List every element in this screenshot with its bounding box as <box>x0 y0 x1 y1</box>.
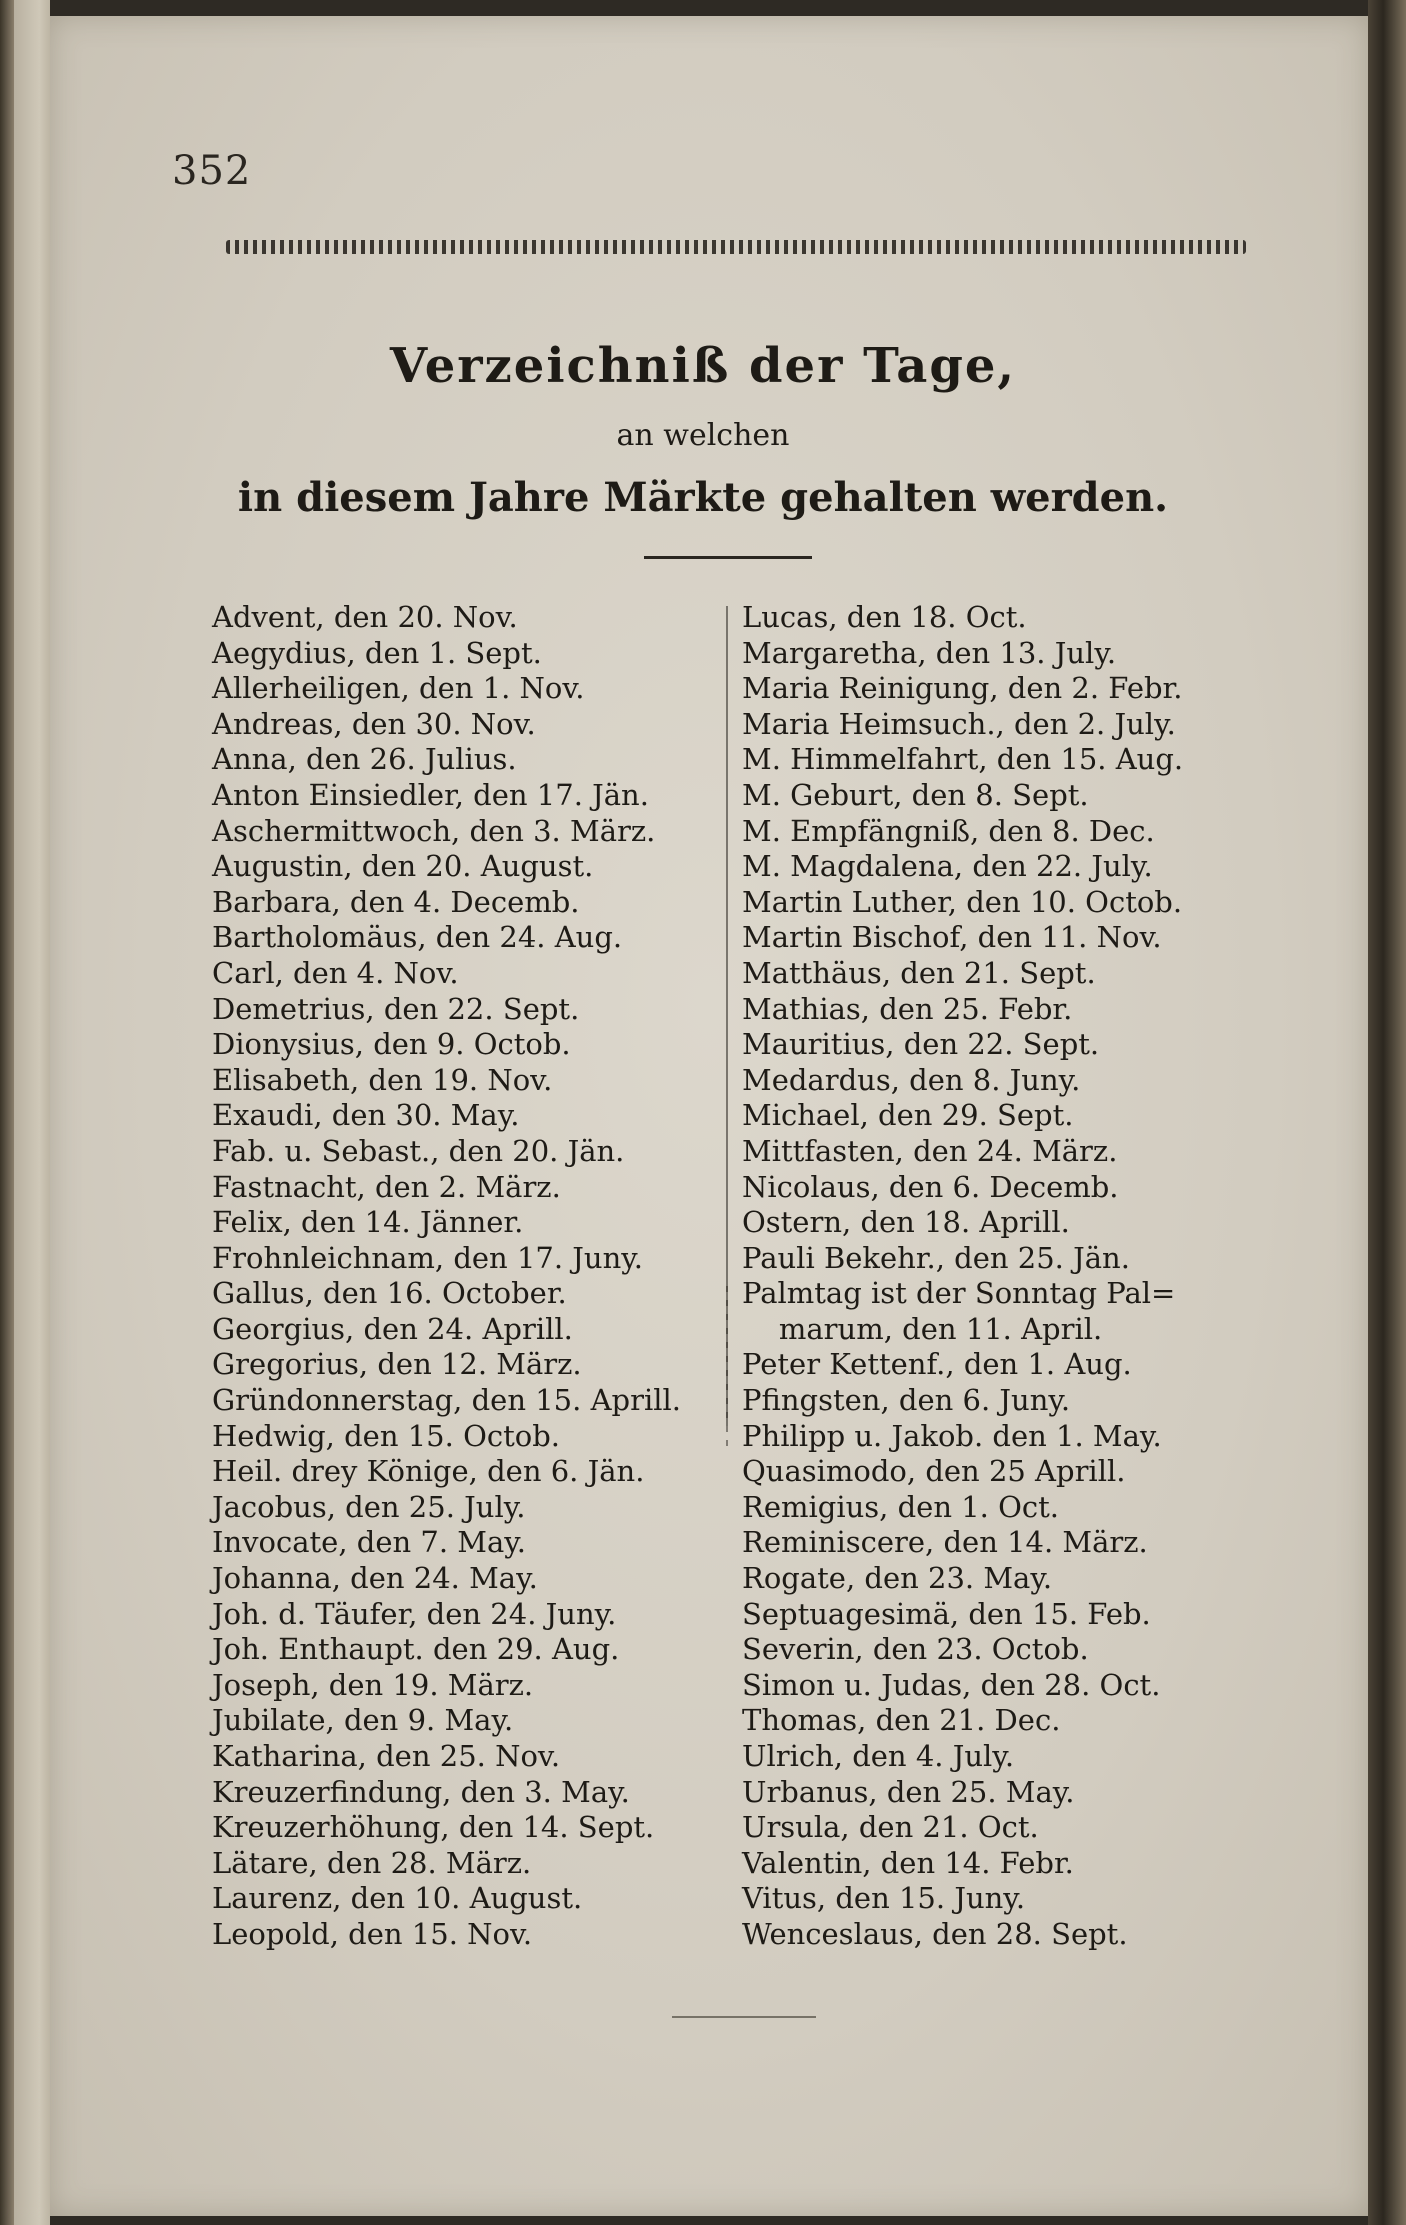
list-item: Reminiscere, den 14. März. <box>742 1525 1148 1560</box>
list-item: Ulrich, den 4. July. <box>742 1739 1015 1773</box>
list-item: Invocate, den 7. May. <box>212 1525 527 1560</box>
list-item: Barbara, den 4. Decemb. <box>212 884 580 919</box>
market-days-list-right <box>742 600 1183 1953</box>
list-item: Augustin, den 20. August. <box>212 849 594 884</box>
heading-divider-rule <box>644 556 812 559</box>
list-item: Maria Heimsuch., den 2. July. <box>742 706 1176 741</box>
list-item: Urbanus, den 25. May. <box>742 1774 1075 1809</box>
list-item: Katharina, den 25. Nov. <box>212 1739 561 1773</box>
page-subtitle-line2: in diesem Jahre Märkte gehalten werden. <box>237 474 1169 521</box>
list-item: Valentin, den 14. Febr. <box>742 1845 1074 1880</box>
column-divider-dotted <box>726 1286 728 1446</box>
list-item: Felix, den 14. Jänner. <box>212 1205 524 1240</box>
list-item: Severin, den 23. Octob. <box>742 1632 1089 1667</box>
list-item: Mittfasten, den 24. März. <box>742 1133 1118 1168</box>
list-item: Johanna, den 24. May. <box>212 1561 538 1596</box>
list-item: Simon u. Judas, den 28. Oct. <box>742 1667 1161 1702</box>
list-item: Laurenz, den 10. August. <box>212 1881 583 1916</box>
list-item: M. Himmelfahrt, den 15. Aug. <box>742 742 1184 777</box>
list-item: Hedwig, den 15. Octob. <box>212 1418 560 1453</box>
list-item: Joh. d. Täufer, den 24. Juny. <box>212 1596 617 1631</box>
list-item: Wenceslaus, den 28. Sept. <box>742 1916 1128 1951</box>
list-item: Palmtag ist der Sonntag Pal= <box>742 1276 1176 1311</box>
list-item: Philipp u. Jakob. den 1. May. <box>742 1418 1162 1453</box>
page-number: 352 <box>172 148 252 194</box>
page-title: Verzeichniß der Tage, <box>389 338 1017 394</box>
list-item: Quasimodo, den 25 Aprill. <box>742 1454 1126 1489</box>
decorative-border-ornament <box>226 240 1246 254</box>
list-item: Matthäus, den 21. Sept. <box>742 955 1096 990</box>
list-item: Kreuzerhöhung, den 14. Sept. <box>212 1810 655 1845</box>
list-item: Dionysius, den 9. Octob. <box>212 1027 571 1062</box>
list-item: Anna, den 26. Julius. <box>212 742 517 777</box>
list-item: Ostern, den 18. Aprill. <box>742 1205 1070 1240</box>
list-item: Demetrius, den 22. Sept. <box>212 991 580 1026</box>
list-item: Thomas, den 21. Dec. <box>742 1703 1061 1738</box>
list-item: Gregorius, den 12. März. <box>212 1347 582 1382</box>
list-item: M. Geburt, den 8. Sept. <box>742 777 1089 812</box>
list-item: Georgius, den 24. Aprill. <box>212 1311 573 1346</box>
list-item: Lätare, den 28. März. <box>212 1845 532 1880</box>
list-item: Ursula, den 21. Oct. <box>742 1810 1039 1845</box>
list-item: Maria Reinigung, den 2. Febr. <box>742 671 1183 706</box>
list-item: Rogate, den 23. May. <box>742 1561 1053 1596</box>
list-item: Aschermittwoch, den 3. März. <box>212 813 656 848</box>
list-item: Michael, den 29. Sept. <box>742 1098 1074 1133</box>
list-item: Frohnleichnam, den 17. Juny. <box>212 1240 644 1275</box>
list-item: Vitus, den 15. Juny. <box>742 1881 1026 1916</box>
list-item: Elisabeth, den 19. Nov. <box>212 1062 553 1097</box>
list-item: Nicolaus, den 6. Decemb. <box>742 1169 1119 1204</box>
list-item: Anton Einsiedler, den 17. Jän. <box>212 777 649 812</box>
list-item: Fab. u. Sebast., den 20. Jän. <box>212 1133 625 1168</box>
market-days-list-left <box>212 600 681 1953</box>
book-cover-edge <box>1368 0 1406 2225</box>
list-item: Medardus, den 8. Juny. <box>742 1062 1081 1097</box>
list-item: Gallus, den 16. October. <box>212 1276 567 1311</box>
list-item: Pauli Bekehr., den 25. Jän. <box>742 1240 1130 1275</box>
list-item: Jubilate, den 9. May. <box>212 1703 514 1738</box>
list-item: Remigius, den 1. Oct. <box>742 1489 1060 1524</box>
list-item: Martin Luther, den 10. Octob. <box>742 884 1183 919</box>
list-item: Heil. drey Könige, den 6. Jän. <box>212 1454 645 1489</box>
list-item: Andreas, den 30. Nov. <box>212 706 536 741</box>
list-item: Allerheiligen, den 1. Nov. <box>212 671 585 706</box>
list-item: Joh. Enthaupt. den 29. Aug. <box>212 1632 620 1667</box>
list-item: Kreuzerfindung, den 3. May. <box>212 1774 630 1809</box>
list-item: Exaudi, den 30. May. <box>212 1098 520 1133</box>
list-item: Lucas, den 18. Oct. <box>742 600 1027 634</box>
list-item: M. Magdalena, den 22. July. <box>742 849 1153 884</box>
list-item: Leopold, den 15. Nov. <box>212 1916 533 1951</box>
list-item: Joseph, den 19. März. <box>212 1667 534 1702</box>
list-item: Mauritius, den 22. Sept. <box>742 1027 1100 1062</box>
page-subtitle-line1: an welchen <box>616 418 790 453</box>
list-item: Advent, den 20. Nov. <box>212 600 518 634</box>
list-item: Aegydius, den 1. Sept. <box>212 635 542 670</box>
list-item: Fastnacht, den 2. März. <box>212 1169 561 1204</box>
list-item: Gründonnerstag, den 15. Aprill. <box>212 1383 681 1418</box>
list-item: Pfingsten, den 6. Juny. <box>742 1383 1071 1418</box>
book-spine <box>0 0 14 2225</box>
list-item: Peter Kettenf., den 1. Aug. <box>742 1347 1132 1382</box>
list-item: Martin Bischof, den 11. Nov. <box>742 920 1162 955</box>
list-item: Margaretha, den 13. July. <box>742 635 1117 670</box>
list-item: marum, den 11. April. <box>742 1311 1103 1346</box>
list-item: Mathias, den 25. Febr. <box>742 991 1073 1026</box>
list-item: Jacobus, den 25. July. <box>212 1489 526 1524</box>
list-item: Carl, den 4. Nov. <box>212 955 459 990</box>
list-item: Bartholomäus, den 24. Aug. <box>212 920 623 955</box>
previous-page-edge <box>14 0 50 2225</box>
closing-rule <box>672 2016 816 2018</box>
list-item: Septuagesimä, den 15. Feb. <box>742 1596 1151 1631</box>
list-item: M. Empfängniß, den 8. Dec. <box>742 813 1155 848</box>
